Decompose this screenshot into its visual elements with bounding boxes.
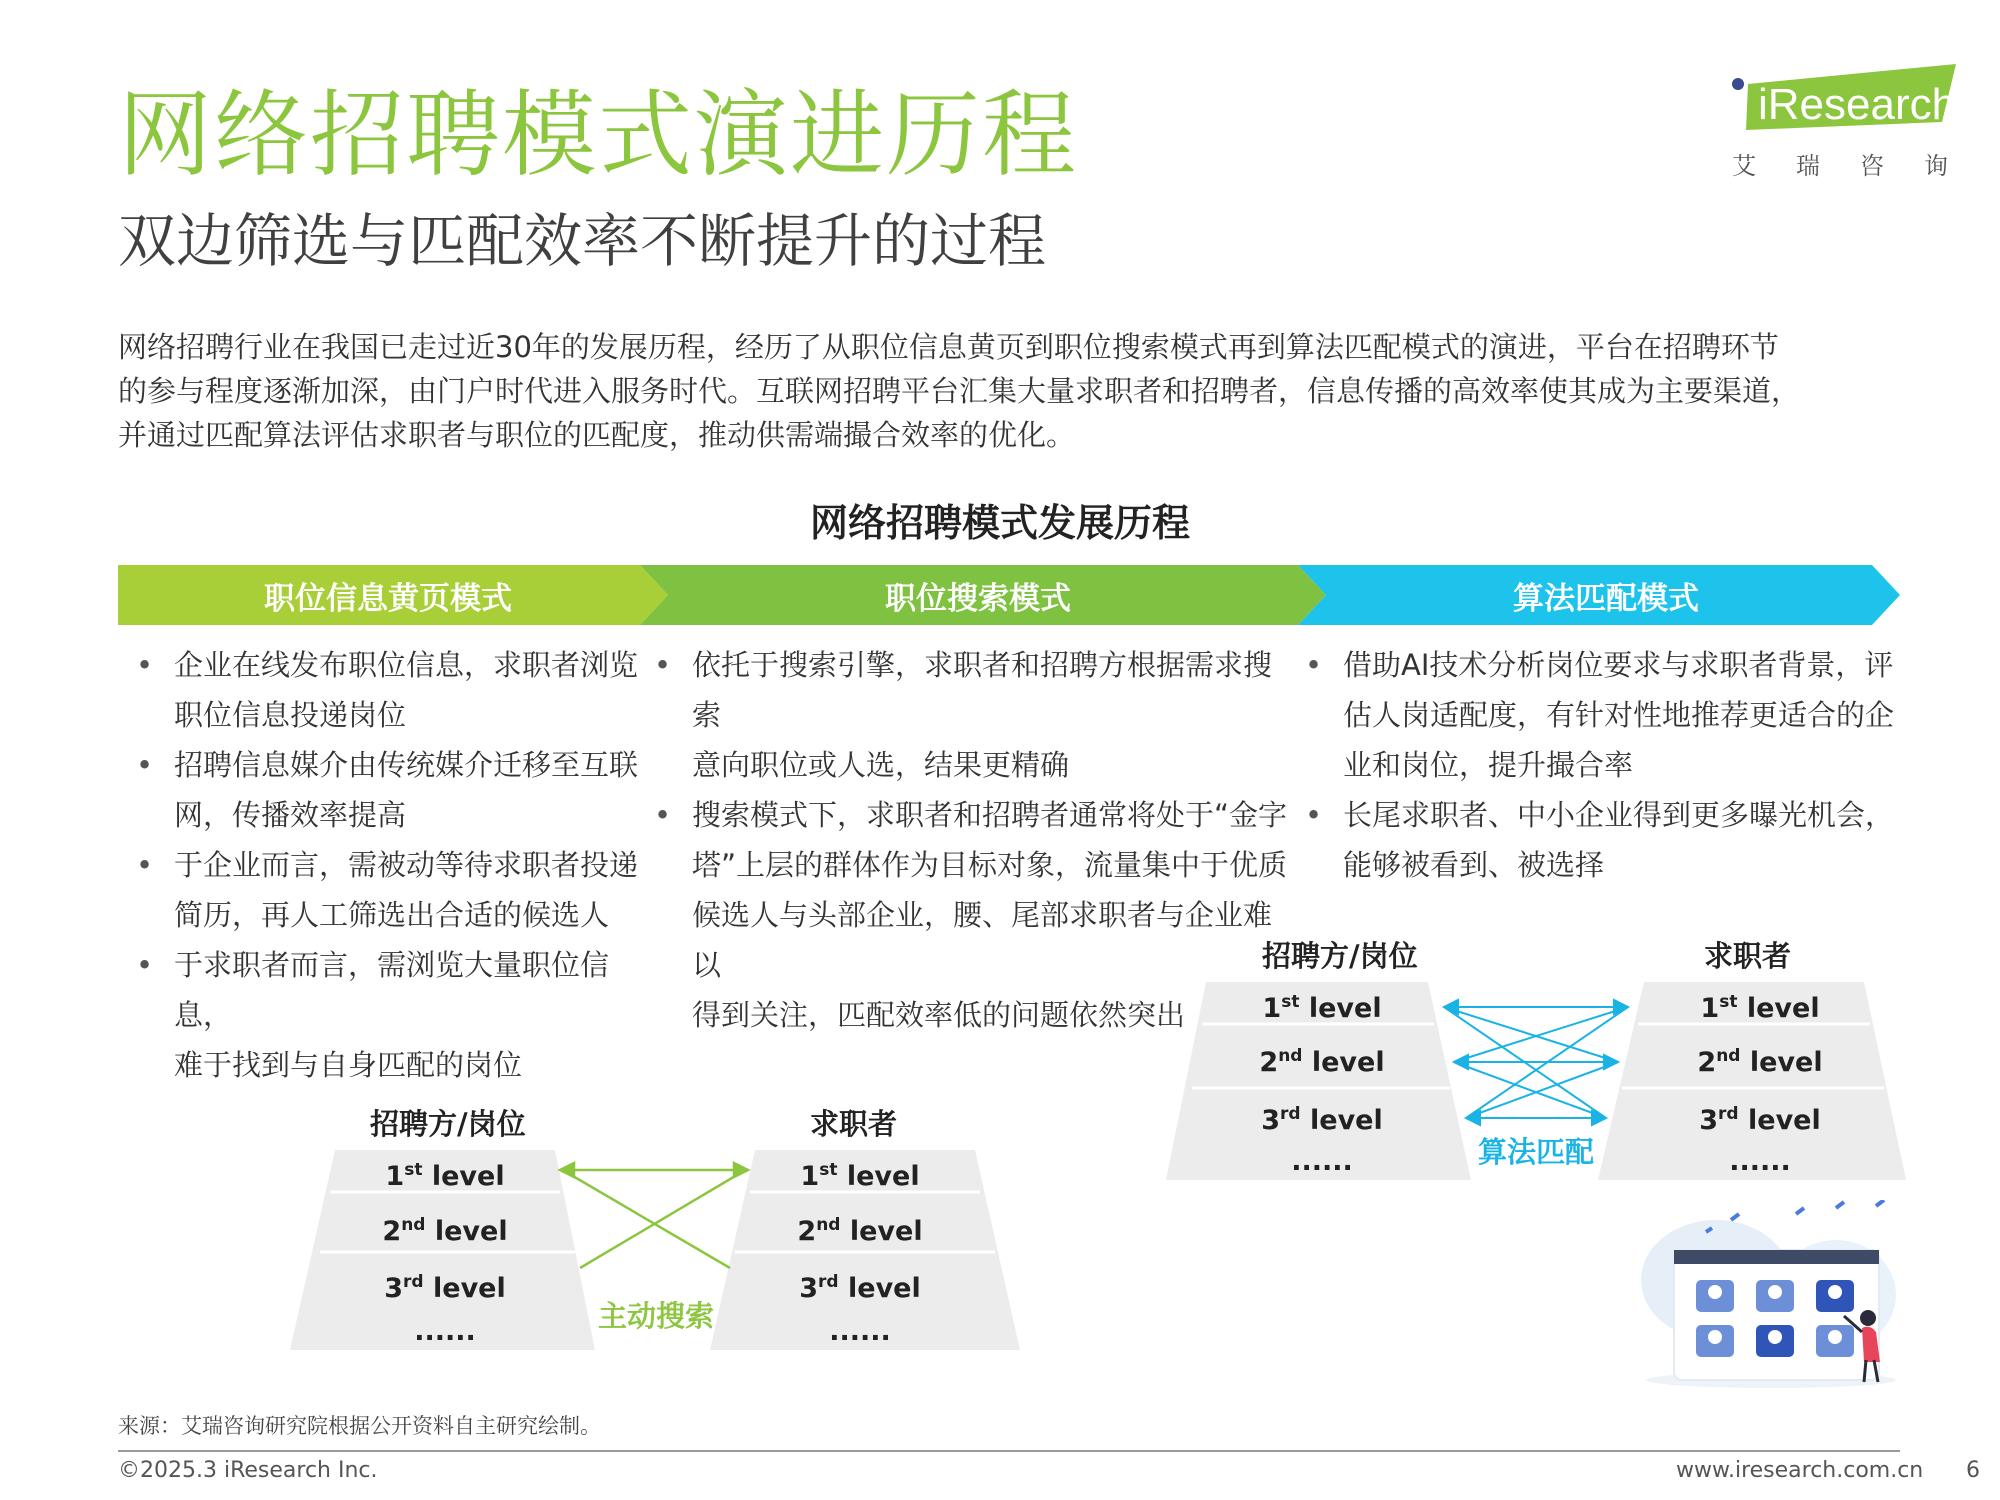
search-left-level-3: 3rd level — [384, 1272, 506, 1304]
logo-cn-name: 艾瑞咨询 — [1732, 152, 1988, 180]
bullet-dot: • — [654, 648, 672, 682]
algo-left-level-3: 3rd level — [1261, 1104, 1383, 1136]
algo-left-level-2: 2nd level — [1259, 1046, 1385, 1078]
stage-label-search: 职位搜索模式 — [885, 581, 1071, 617]
search-right-level-2: 2nd level — [797, 1215, 923, 1247]
stage-2-bullets — [636, 640, 1296, 1040]
search-diagram-label: 主动搜索 — [598, 1299, 715, 1333]
search-right-level-1: 1st level — [800, 1160, 920, 1192]
algo-diagram-left-head: 招聘方/岗位 — [1262, 939, 1418, 973]
copyright: ©2025.3 iResearch Inc. — [118, 1458, 378, 1483]
stage-label-algorithm: 算法匹配模式 — [1513, 581, 1699, 617]
search-left-level-1: 1st level — [385, 1160, 505, 1192]
bullet-item: • 招聘信息媒介由传统媒介迁移至互联 网，传播效率提高 — [118, 740, 638, 840]
page-number: 6 — [1966, 1458, 1980, 1483]
algo-link — [1444, 1007, 1618, 1062]
intro-line: 并通过匹配算法评估求职者与职位的匹配度，推动供需端撮合效率的优化。 — [118, 418, 1076, 452]
search-diagram-right-head: 求职者 — [810, 1107, 898, 1141]
search-diagram-left-head: 招聘方/岗位 — [370, 1107, 526, 1141]
page-subtitle: 双边筛选与匹配效率不断提升的过程 — [118, 207, 1047, 275]
bullet-dot: • — [136, 948, 154, 982]
algo-diagram-label: 算法匹配 — [1478, 1135, 1595, 1169]
matching-illustration — [1636, 1200, 1906, 1390]
bullet-item: • 于求职者而言，需浏览大量职位信息， 难于找到与自身匹配的岗位 — [118, 940, 638, 1090]
source-note: 来源：艾瑞咨询研究院根据公开资料自主研究绘制。 — [118, 1414, 601, 1438]
stage-label-yellowpage: 职位信息黄页模式 — [264, 581, 512, 617]
stage-3-bullets — [1287, 640, 1907, 890]
algo-right-level-2: 2nd level — [1697, 1046, 1823, 1078]
algo-link — [1454, 1007, 1628, 1062]
algo-right-level-1: 1st level — [1700, 992, 1820, 1024]
search-link — [566, 1172, 730, 1268]
bullet-dot: • — [136, 748, 154, 782]
algo-diagram-right-head: 求职者 — [1704, 939, 1792, 973]
algo-left-level-1: 1st level — [1262, 992, 1382, 1024]
bullet-item: • 企业在线发布职位信息，求职者浏览 职位信息投递岗位 — [118, 640, 638, 740]
algo-left-ellipsis: ...... — [1291, 1146, 1353, 1177]
chart-title: 网络招聘模式发展历程 — [809, 501, 1190, 545]
bullet-item: • 于企业而言，需被动等待求职者投递 简历，再人工筛选出合适的候选人 — [118, 840, 638, 940]
intro-line: 网络招聘行业在我国已走过近30年的发展历程，经历了从职位信息黄页到职位搜索模式再到算法匹配模式的演进，平台在招聘环节 — [118, 330, 1779, 364]
search-left-ellipsis: ...... — [414, 1316, 476, 1347]
search-left-level-2: 2nd level — [382, 1215, 508, 1247]
bullet-dot: • — [136, 848, 154, 882]
footer-divider — [118, 1450, 1900, 1452]
logo-brand-text: iResearch — [1758, 80, 1957, 129]
bullet-dot: • — [136, 648, 154, 682]
bullet-dot: • — [1305, 648, 1323, 682]
website-link[interactable]: www.iresearch.com.cn — [1676, 1458, 1924, 1483]
bullet-item: • 搜索模式下，求职者和招聘者通常将处于“金字 塔”上层的群体作为目标对象，流量集中于优质 候选人与头部企业，腰、尾部求职者与企业难以 得到关注，匹配效率低的问题依然突出 — [636, 790, 1296, 1040]
search-right-ellipsis: ...... — [829, 1316, 891, 1347]
algo-right-level-3: 3rd level — [1699, 1104, 1821, 1136]
search-right-level-3: 3rd level — [799, 1272, 921, 1304]
search-link — [580, 1172, 742, 1268]
bullet-dot: • — [1305, 798, 1323, 832]
intro-paragraph — [118, 325, 1918, 457]
bullet-dot: • — [654, 798, 672, 832]
bullet-item: • 借助AI技术分析岗位要求与求职者背景，评 估人岗适配度，有针对性地推荐更适合的企 业和岗位，提升撮合率 — [1287, 640, 1907, 790]
bullet-item: • 依托于搜索引擎，求职者和招聘方根据需求搜索 意向职位或人选，结果更精确 — [636, 640, 1296, 790]
stage-1-bullets — [118, 640, 638, 1090]
page-title: 网络招聘模式演进历程 — [118, 81, 1079, 190]
bullet-item: • 长尾求职者、中小企业得到更多曝光机会， 能够被看到、被选择 — [1287, 790, 1907, 890]
intro-line: 的参与程度逐渐加深，由门户时代进入服务时代。互联网招聘平台汇集大量求职者和招聘者，信息传播的高效率使其成为主要渠道， — [118, 374, 1801, 408]
algo-right-ellipsis: ...... — [1729, 1146, 1791, 1177]
